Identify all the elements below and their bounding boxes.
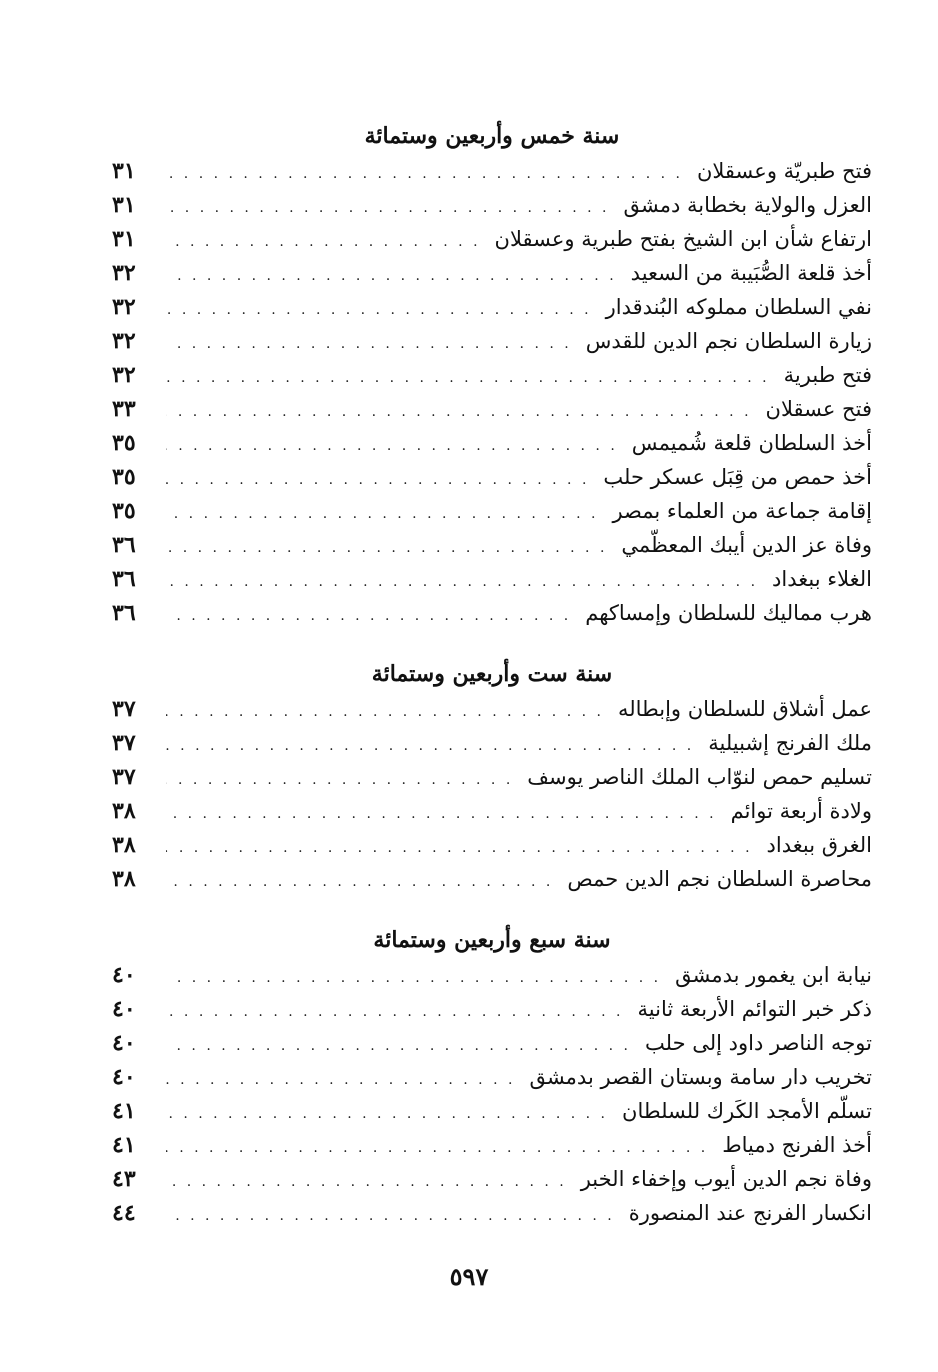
entry-title: تخريب دار سامة وبستان القصر بدمشق	[529, 1065, 872, 1089]
toc-entry	[112, 188, 872, 222]
toc-entry	[112, 1094, 872, 1128]
entry-title: انكسار الفرنج عند المنصورة	[628, 1201, 872, 1225]
entry-title: أخذ الفرنج دمياط	[722, 1133, 872, 1157]
section-heading: سنة سبع وأربعين وستمائة	[373, 927, 611, 953]
entry-page-number: ٣٢	[112, 328, 136, 354]
page-number: ٥٩٧	[449, 1262, 489, 1291]
entry-title: نيابة ابن يغمور بدمشق	[675, 963, 872, 987]
dot-leader	[166, 191, 609, 225]
dot-leader	[166, 395, 752, 429]
toc-entry	[112, 1026, 872, 1060]
dot-leader	[166, 293, 592, 327]
toc-entry	[112, 1162, 872, 1196]
entry-title: أخذ السلطان قلعة شُميمس	[631, 431, 872, 455]
dot-leader	[166, 1097, 608, 1131]
entry-page-number: ٣٧	[112, 730, 136, 756]
entry-page-number: ٤٤	[112, 1200, 136, 1226]
dot-leader	[166, 1165, 567, 1199]
entry-page-number: ٣٢	[112, 294, 136, 320]
dot-leader	[166, 225, 481, 259]
entry-title: ارتفاع شأن ابن الشيخ بفتح طبرية وعسقلان	[494, 227, 872, 251]
entry-title: أخذ قلعة الصُّبَيبة من السعيد	[630, 261, 872, 285]
toc-entry	[112, 392, 872, 426]
dot-leader	[166, 157, 683, 191]
entry-page-number: ٣٦	[112, 532, 136, 558]
dot-leader	[166, 599, 571, 633]
entry-title: ملك الفرنج إشبيلية	[708, 731, 872, 755]
toc-entry	[112, 528, 872, 562]
dot-leader	[166, 463, 589, 497]
toc-entry	[112, 1128, 872, 1162]
entry-title: العزل والولاية بخطابة دمشق	[623, 193, 872, 217]
toc-entry	[112, 794, 872, 828]
entry-title: فتح طبريّة وعسقلان	[696, 159, 872, 183]
toc-entry	[112, 358, 872, 392]
entry-title: عمل أشلاق للسلطان وإبطاله	[617, 697, 872, 721]
entry-title: توجه الناصر داود إلى حلب	[645, 1031, 872, 1055]
entry-page-number: ٣٢	[112, 362, 136, 388]
entry-page-number: ٣٥	[112, 498, 136, 524]
entry-title: نفي السلطان مملوكه البُندقدار	[605, 295, 872, 319]
dot-leader	[166, 1029, 631, 1063]
toc-entry	[112, 154, 872, 188]
dot-leader	[166, 1063, 515, 1097]
dot-leader	[166, 565, 758, 599]
entry-title: هرب مماليك للسلطان وإمساكهم	[585, 601, 872, 625]
entry-page-number: ٣٨	[112, 832, 136, 858]
toc-entry	[112, 596, 872, 630]
entry-page-number: ٣٧	[112, 764, 136, 790]
dot-leader	[166, 429, 618, 463]
toc-entry	[112, 460, 872, 494]
section-heading: سنة خمس وأربعين وستمائة	[364, 123, 620, 149]
entry-page-number: ٣٣	[112, 396, 136, 422]
entry-title: وفاة عز الدين أيبك المعظّمي	[621, 533, 872, 557]
entry-title: وفاة نجم الدين أيوب وإخفاء الخبر	[580, 1167, 872, 1191]
entry-title: زيارة السلطان نجم الدين للقدس	[585, 329, 872, 353]
dot-leader	[166, 831, 753, 865]
entry-title: تسليم حمص لنوّاب الملك الناصر يوسف	[527, 765, 872, 789]
entry-page-number: ٣٥	[112, 464, 136, 490]
toc-entry	[112, 222, 872, 256]
dot-leader	[166, 695, 604, 729]
toc-entry	[112, 862, 872, 896]
entry-page-number: ٣٢	[112, 260, 136, 286]
dot-leader	[166, 1199, 615, 1233]
entry-page-number: ٤١	[112, 1132, 136, 1158]
entry-title: تسلّم الأمجد الكَرك للسلطان	[622, 1099, 872, 1123]
entry-page-number: ٣٧	[112, 696, 136, 722]
toc-entry	[112, 1060, 872, 1094]
toc-entry	[112, 290, 872, 324]
dot-leader	[166, 995, 624, 1029]
entry-page-number: ٤٠	[112, 1064, 136, 1090]
dot-leader	[166, 961, 661, 995]
entry-page-number: ٣٦	[112, 566, 136, 592]
entry-page-number: ٣١	[112, 158, 136, 184]
toc-entry	[112, 324, 872, 358]
dot-leader	[166, 327, 572, 361]
entry-page-number: ٣٨	[112, 866, 136, 892]
entry-page-number: ٤٠	[112, 1030, 136, 1056]
dot-leader	[166, 1131, 708, 1165]
table-of-contents	[112, 118, 872, 1230]
dot-leader	[166, 865, 553, 899]
entry-page-number: ٣١	[112, 192, 136, 218]
dot-leader	[166, 729, 694, 763]
toc-entry	[112, 494, 872, 528]
section-heading: سنة ست وأربعين وستمائة	[371, 661, 613, 687]
entry-title: فتح طبرية	[783, 363, 872, 387]
toc-entry	[112, 726, 872, 760]
toc-entry	[112, 426, 872, 460]
toc-entry	[112, 562, 872, 596]
entry-title: ولادة أربعة توائم	[730, 799, 872, 823]
entry-page-number: ٤٠	[112, 962, 136, 988]
toc-entry	[112, 828, 872, 862]
entry-title: ذكر خبر التوائم الأربعة ثانية	[637, 997, 872, 1021]
dot-leader	[166, 531, 607, 565]
entry-page-number: ٤٣	[112, 1166, 136, 1192]
dot-leader	[166, 497, 598, 531]
toc-entry	[112, 256, 872, 290]
toc-entry	[112, 1196, 872, 1230]
dot-leader	[166, 259, 617, 293]
dot-leader	[166, 797, 717, 831]
entry-title: أخذ حمص من قِبَل عسكر حلب	[603, 465, 872, 489]
entry-page-number: ٣٦	[112, 600, 136, 626]
entry-page-number: ٤٠	[112, 996, 136, 1022]
entry-page-number: ٣٨	[112, 798, 136, 824]
entry-title: محاصرة السلطان نجم الدين حمص	[567, 867, 872, 891]
toc-entry	[112, 992, 872, 1026]
toc-entry	[112, 760, 872, 794]
entry-page-number: ٤١	[112, 1098, 136, 1124]
entry-title: فتح عسقلان	[765, 397, 872, 421]
entry-title: الغرق ببغداد	[766, 833, 872, 857]
toc-entry	[112, 692, 872, 726]
entry-title: إقامة جماعة من العلماء بمصر	[612, 499, 872, 523]
dot-leader	[166, 361, 770, 395]
entry-page-number: ٣٥	[112, 430, 136, 456]
entry-page-number: ٣١	[112, 226, 136, 252]
dot-leader	[166, 763, 513, 797]
entry-title: الغلاء ببغداد	[772, 567, 872, 591]
toc-entry	[112, 958, 872, 992]
